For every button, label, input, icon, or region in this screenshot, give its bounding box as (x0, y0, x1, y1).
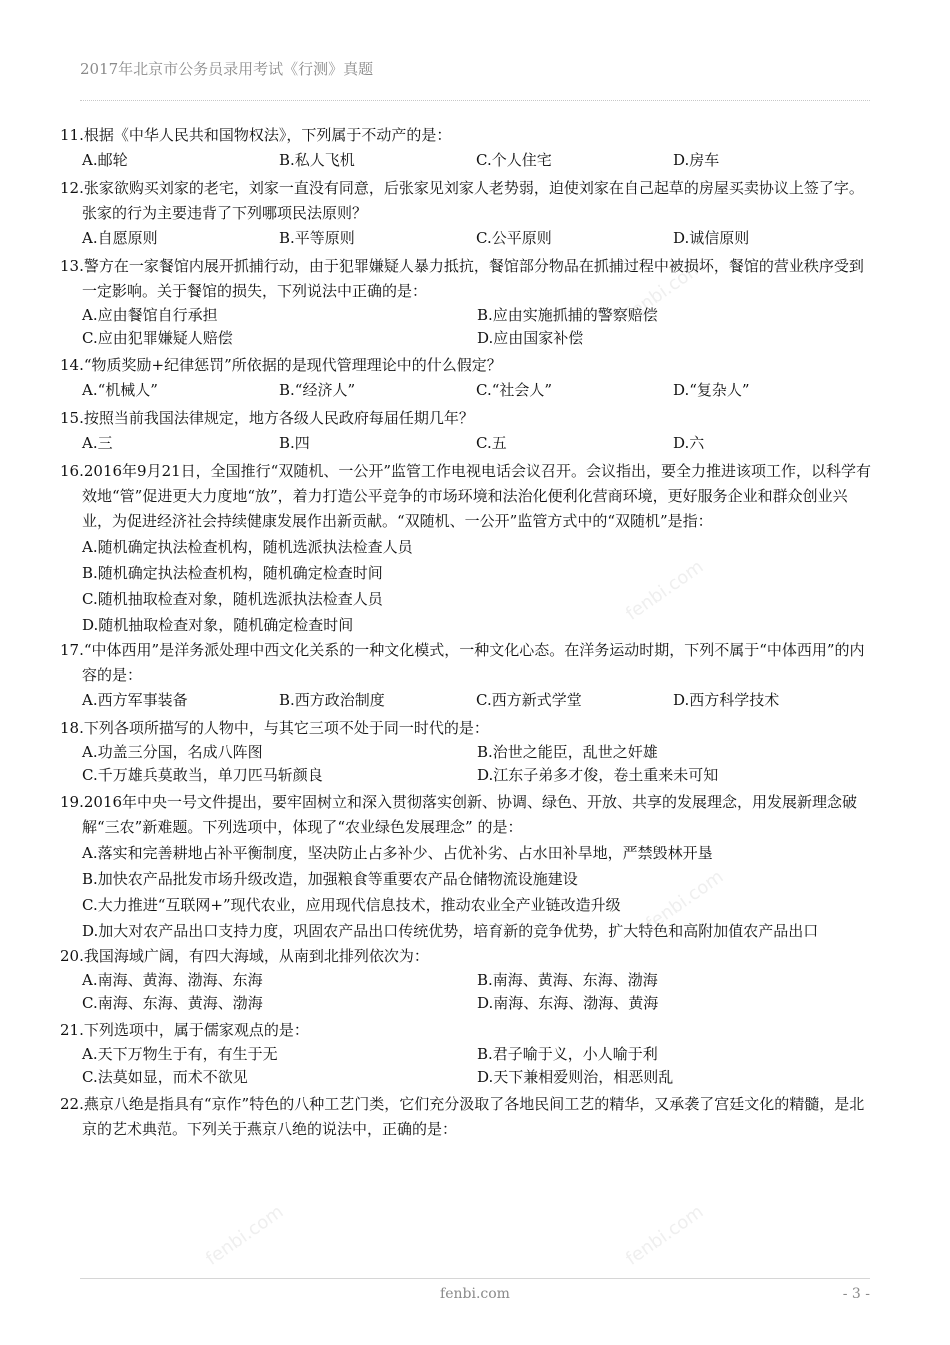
option-d: D.房车 (673, 151, 720, 169)
question-stem: 19.2016年中央一号文件提出，要牢固树立和深入贯彻落实创新、协调、绿色、开放、共享的发展理念，用发展新理念破解“三农”新难题。下列选项中，体现了“农业绿色发展理念” 的是： (60, 793, 858, 836)
option-c: C.五 (476, 434, 507, 452)
option-a: A.西方军事装备 (82, 691, 188, 709)
option-c: C.南海、东海、黄海、渤海 (82, 994, 263, 1012)
option-c: C.个人住宅 (476, 151, 552, 169)
page-header (80, 56, 870, 101)
option-d: D.加大对农产品出口支持力度，巩固农产品出口传统优势，培育新的竞争优势，扩大特色和高附加值农产品出口 (82, 922, 819, 940)
question-stem: 14.“物质奖励+纪律惩罚”所依据的是现代管理理论中的什么假定？ (60, 356, 502, 374)
question-21 (60, 1018, 872, 1089)
option-d: D.江东子弟多才俊，卷土重来未可知 (477, 766, 719, 784)
question-15 (60, 406, 872, 456)
option-d: D.应由国家补偿 (477, 329, 584, 347)
watermark: fenbi.com (622, 1201, 708, 1270)
footer-site: fenbi.com (440, 1286, 510, 1302)
question-options (82, 741, 872, 787)
option-c: C.随机抽取检查对象，随机选派执法检查人员 (82, 590, 383, 608)
option-a: A.随机确定执法检查机构，随机选派执法检查人员 (82, 538, 413, 556)
page-footer (80, 1278, 870, 1309)
option-d: D.西方科学技术 (673, 691, 780, 709)
option-a: A.应由餐馆自行承担 (82, 306, 218, 324)
option-a: A.三 (82, 434, 113, 452)
question-12 (60, 176, 872, 251)
option-b: B.南海、黄海、东海、渤海 (477, 971, 658, 989)
question-options (82, 840, 872, 944)
question-22 (60, 1092, 872, 1142)
option-b: B.随机确定执法检查机构，随机确定检查时间 (82, 564, 383, 582)
page-title: 2017年北京市公务员录用考试《行测》真题 (80, 60, 374, 78)
question-options (82, 534, 872, 638)
option-d: D.天下兼相爱则治，相恶则乱 (477, 1068, 674, 1086)
option-c: C.大力推进“互联网+”现代农业，应用现代信息技术，推动农业全产业链改造升级 (82, 896, 621, 914)
watermark: fenbi.com (622, 556, 708, 625)
option-d: D.南海、东海、渤海、黄海 (477, 994, 659, 1012)
question-stem: 16.2016年9月21日，全国推行“双随机、一公开”监管工作电视电话会议召开。会议指出，要全力推进该项工作，以科学有效地“管”促进更大力度地“放”，着力打造公平竞争的市场环境和法治化便利化营商环境，更好服务企业和群众创业兴业，为促进经济社会持续健康发展作出新贡献。“双随机、一公开”监管方式中的“双随机”是指： (60, 462, 872, 530)
question-options (82, 1043, 872, 1089)
question-stem: 20.我国海域广阔，有四大海域，从南到北排列依次为： (60, 947, 429, 965)
option-d: D.“复杂人” (673, 381, 750, 399)
question-options (82, 148, 872, 173)
question-stem: 11.根据《中华人民共和国物权法》，下列属于不动产的是： (60, 126, 452, 144)
option-a: A.南海、黄海、渤海、东海 (82, 971, 263, 989)
option-d: D.六 (673, 434, 705, 452)
question-13 (60, 254, 872, 350)
option-c: C.西方新式学堂 (476, 691, 582, 709)
option-a: A.功盖三分国，名成八阵图 (82, 743, 263, 761)
watermark: fenbi.com (622, 256, 708, 325)
option-b: B.私人飞机 (279, 151, 355, 169)
question-14 (60, 353, 872, 403)
question-stem: 13.警方在一家餐馆内展开抓捕行动，由于犯罪嫌疑人暴力抵抗，餐馆部分物品在抓捕过程中被损坏，餐馆的营业秩序受到一定影响。关于餐馆的损失，下列说法中正确的是： (60, 257, 864, 300)
question-list (60, 123, 872, 1142)
option-b: B.应由实施抓捕的警察赔偿 (477, 306, 658, 324)
question-options (82, 969, 872, 1015)
option-b: B.平等原则 (279, 229, 355, 247)
page-number: - 3 - (842, 1286, 870, 1302)
option-b: B.君子喻于义，小人喻于利 (477, 1045, 658, 1063)
question-18 (60, 716, 872, 787)
option-c: C.法莫如显，而术不欲见 (82, 1068, 248, 1086)
question-stem: 18.下列各项所描写的人物中，与其它三项不处于同一时代的是： (60, 719, 489, 737)
question-stem: 15.按照当前我国法律规定，地方各级人民政府每届任期几年？ (60, 409, 474, 427)
option-d: D.诚信原则 (673, 229, 750, 247)
question-options (82, 378, 872, 403)
question-19 (60, 790, 872, 944)
question-11 (60, 123, 872, 173)
option-c: C.“社会人” (476, 381, 553, 399)
option-a: A.邮轮 (82, 151, 128, 169)
question-options (82, 304, 872, 350)
question-16 (60, 459, 872, 638)
option-c: C.应由犯罪嫌疑人赔偿 (82, 329, 233, 347)
option-a: A.自愿原则 (82, 229, 158, 247)
watermark: fenbi.com (642, 866, 728, 935)
option-c: C.公平原则 (476, 229, 552, 247)
question-options (82, 226, 872, 251)
question-20 (60, 944, 872, 1015)
watermark: fenbi.com (202, 1201, 288, 1270)
question-options (82, 688, 872, 713)
option-b: B.治世之能臣，乱世之奸雄 (477, 743, 658, 761)
option-a: A.“机械人” (82, 381, 158, 399)
option-b: B.加快农产品批发市场升级改造，加强粮食等重要农产品仓储物流设施建设 (82, 870, 578, 888)
option-b: B.“经济人” (279, 381, 356, 399)
option-d: D.随机抽取检查对象，随机确定检查时间 (82, 616, 354, 634)
option-c: C.千万雄兵莫敢当，单刀匹马斩颜良 (82, 766, 323, 784)
option-a: A.天下万物生于有，有生于无 (82, 1045, 278, 1063)
question-stem: 17.“中体西用”是洋务派处理中西文化关系的一种文化模式，一种文化心态。在洋务运动时期，下列不属于“中体西用”的内容的是： (60, 641, 865, 684)
option-a: A.落实和完善耕地占补平衡制度，坚决防止占多补少、占优补劣、占水田补旱地，严禁毁林开垦 (82, 844, 713, 862)
question-stem: 22.燕京八绝是指具有“京作”特色的八种工艺门类，它们充分汲取了各地民间工艺的精华，又承袭了宫廷文化的精髓，是北京的艺术典范。下列关于燕京八绝的说法中，正确的是： (60, 1095, 865, 1138)
question-options (82, 431, 872, 456)
question-stem: 12.张家欲购买刘家的老宅，刘家一直没有同意，后张家见刘家人老势弱，迫使刘家在自己起草的房屋买卖协议上签了字。张家的行为主要违背了下列哪项民法原则？ (60, 179, 864, 222)
question-17 (60, 638, 872, 713)
question-stem: 21.下列选项中，属于儒家观点的是： (60, 1021, 309, 1039)
option-b: B.四 (279, 434, 310, 452)
option-b: B.西方政治制度 (279, 691, 385, 709)
